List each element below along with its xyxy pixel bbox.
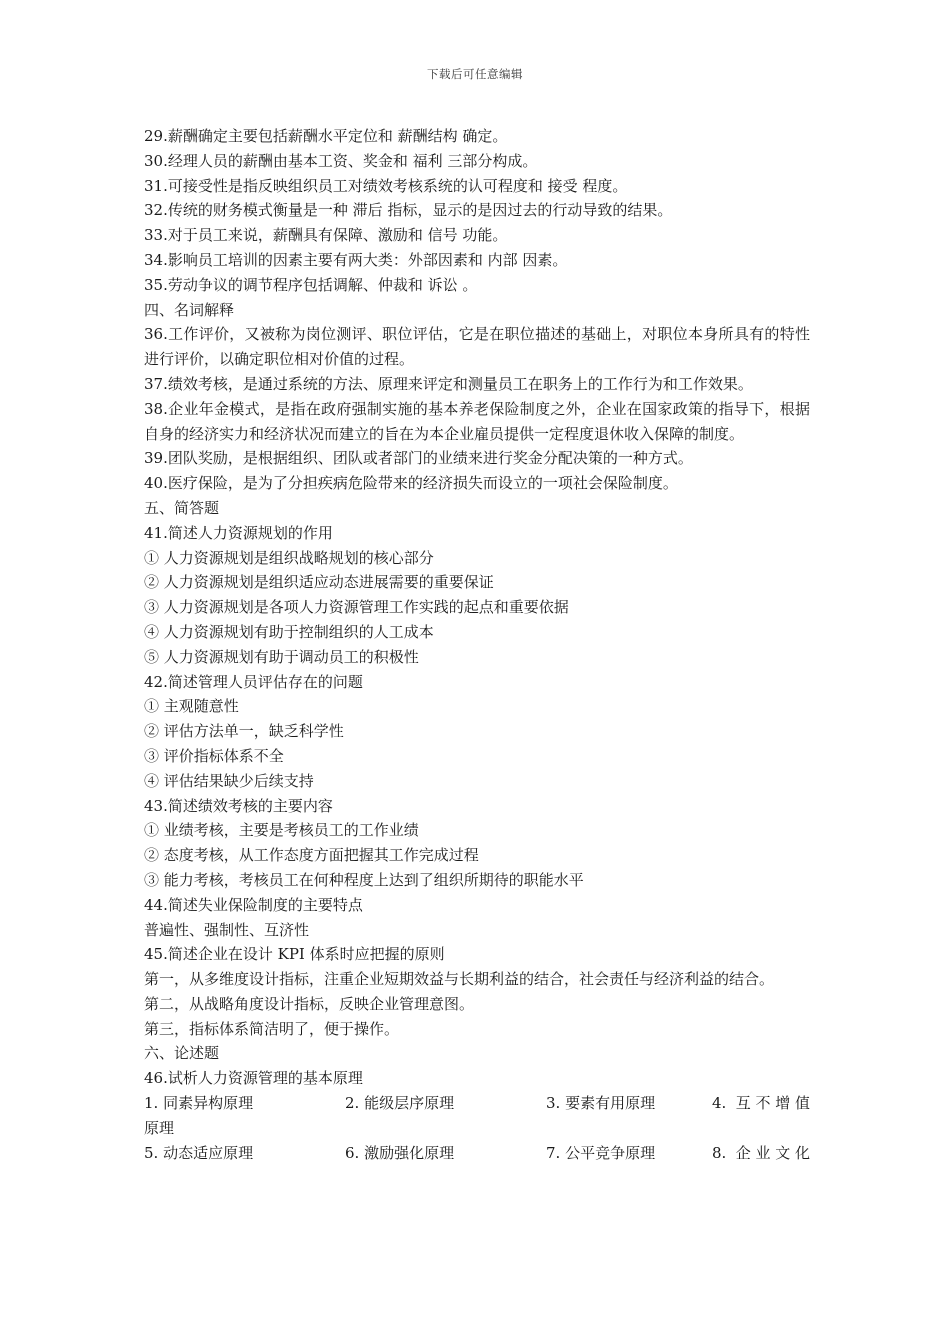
item-37: 37.绩效考核，是通过系统的方法、原理来评定和测量员工在职务上的工作行为和工作效果。 [144, 374, 753, 393]
item-30: 30.经理人员的薪酬由基本工资、奖金和 福利 三部分构成。 [144, 151, 538, 170]
section-heading-5: 五、简答题 [144, 498, 220, 517]
question-44: 44.简述失业保险制度的主要特点 [144, 895, 363, 914]
item-32: 32.传统的财务模式衡量是一种 滞后 指标，显示的是因过去的行动导致的结果。 [144, 201, 673, 220]
answer-45-1: 第一，从多维度设计指标，注重企业短期效益与长期利益的结合，社会责任与经济利益的结合。 [144, 970, 775, 989]
answer-42-3: ③ 评价指标体系不全 [144, 746, 284, 765]
answer-42-4: ④ 评估结果缺少后续支持 [144, 771, 314, 790]
question-45: 45.简述企业在设计 KPI 体系时应把握的原则 [144, 945, 445, 964]
answer-43-3: ③ 能力考核，考核员工在何种程度上达到了组织所期待的职能水平 [144, 870, 584, 889]
item-40: 40.医疗保险，是为了分担疾病危险带来的经济损失而设立的一项社会保险制度。 [144, 474, 678, 493]
page-header: 下载后可任意编辑 [427, 67, 523, 81]
principle-2: 2. 能级层序原理 [345, 1094, 455, 1113]
answer-44: 普遍性、强制性、互济性 [144, 920, 310, 939]
answer-41-4: ④ 人力资源规划有助于控制组织的人工成本 [144, 622, 434, 641]
principle-6: 6. 激励强化原理 [345, 1143, 455, 1162]
item-33: 33.对于员工来说，薪酬具有保障、激励和 信号 功能。 [144, 226, 508, 245]
item-31: 31.可接受性是指反映组织员工对绩效考核系统的认可程度和 接受 程度。 [144, 176, 628, 195]
principle-4: 4. 互不增值 [712, 1094, 810, 1113]
answer-41-2: ② 人力资源规划是组织适应动态进展需要的重要保证 [144, 573, 494, 592]
principle-5: 5. 动态适应原理 [144, 1143, 254, 1162]
principle-8: 8. 企业文化 [712, 1143, 810, 1162]
document-body [144, 124, 810, 1165]
principle-1: 1. 同素异构原理 [144, 1094, 254, 1113]
section-heading-6: 六、论述题 [144, 1044, 220, 1063]
item-39: 39.团队奖励，是根据组织、团队或者部门的业绩来进行奖金分配决策的一种方式。 [144, 449, 693, 468]
question-43: 43.简述绩效考核的主要内容 [144, 796, 333, 815]
principle-4-wrap: 原理 [144, 1118, 175, 1137]
item-29: 29.薪酬确定主要包括薪酬水平定位和 薪酬结构 确定。 [144, 127, 508, 145]
principle-3: 3. 要素有用原理 [546, 1094, 656, 1113]
answer-41-3: ③ 人力资源规划是各项人力资源管理工作实践的起点和重要依据 [144, 598, 569, 617]
answer-42-2: ② 评估方法单一，缺乏科学性 [144, 722, 344, 741]
answer-43-1: ① 业绩考核，主要是考核员工的工作业绩 [144, 821, 419, 840]
question-46: 46.试析人力资源管理的基本原理 [144, 1069, 363, 1088]
principles-row-1 [144, 1091, 810, 1116]
answer-45-2: 第二，从战略角度设计指标，反映企业管理意图。 [144, 994, 475, 1013]
item-36: 36.工作评价，又被称为岗位测评、职位评估，它是在职位描述的基础上，对职位本身所具有的特性进行评价，以确定职位相对价值的过程。 [144, 325, 810, 369]
answer-43-2: ② 态度考核，从工作态度方面把握其工作完成过程 [144, 846, 479, 865]
section-heading-4: 四、名词解释 [144, 300, 235, 319]
principles-row-2 [144, 1141, 810, 1166]
answer-41-5: ⑤ 人力资源规划有助于调动员工的积极性 [144, 647, 419, 666]
principle-7: 7. 公平竞争原理 [546, 1143, 656, 1162]
item-38: 38.企业年金模式，是指在政府强制实施的基本养老保险制度之外，企业在国家政策的指导下，根据自身的经济实力和经济状况而建立的旨在为本企业雇员提供一定程度退休收入保障的制度。 [144, 399, 810, 443]
answer-42-1: ① 主观随意性 [144, 697, 239, 716]
item-35: 35.劳动争议的调节程序包括调解、仲裁和 诉讼 。 [144, 275, 478, 294]
answer-41-1: ① 人力资源规划是组织战略规划的核心部分 [144, 548, 434, 567]
answer-45-3: 第三，指标体系简洁明了，便于操作。 [144, 1019, 400, 1038]
question-42: 42.简述管理人员评估存在的问题 [144, 672, 363, 691]
question-41: 41.简述人力资源规划的作用 [144, 523, 333, 542]
item-34: 34.影响员工培训的因素主要有两大类：外部因素和 内部 因素。 [144, 250, 568, 269]
